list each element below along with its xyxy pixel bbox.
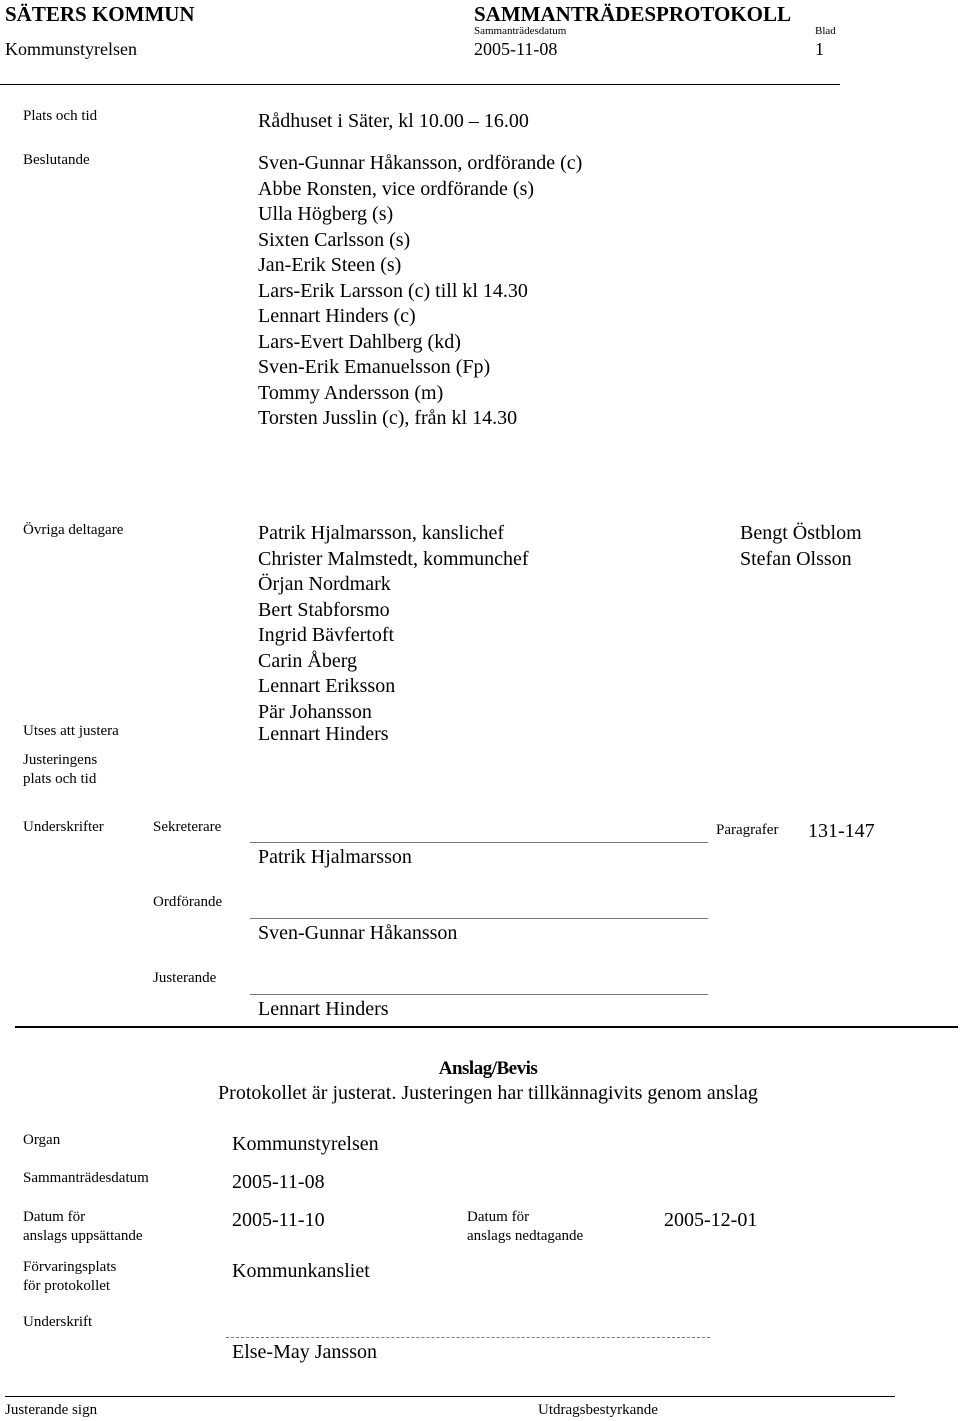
secretary-signature-line — [250, 842, 708, 843]
place-value: Rådhuset i Säter, kl 10.00 – 16.00 — [258, 110, 529, 132]
deciding-member: Sven-Erik Emanuelsson (Fp) — [258, 356, 491, 378]
header-rule — [0, 84, 840, 85]
other-participant: Bert Stabforsmo — [258, 598, 390, 621]
removed-label-2: anslags nedtagande — [467, 1228, 584, 1244]
adjuster-value: Lennart Hinders — [258, 723, 389, 745]
adjuster-sign-label: Justerande — [153, 970, 217, 986]
adjuster-label: Utses att justera — [23, 723, 119, 739]
footer-adjuster-sign: Justerande sign — [5, 1402, 98, 1418]
other-participant: Bengt Östblom — [740, 522, 862, 544]
adjust-place-label-1: Justeringens — [23, 752, 98, 768]
removed-label-1: Datum för — [467, 1209, 530, 1225]
chair-signature-line — [250, 918, 708, 919]
paragraphs-label: Paragrafer — [716, 822, 779, 838]
footer-certification: Utdragsbestyrkande — [538, 1402, 658, 1418]
other-participant: Ingrid Bävfertoft — [258, 624, 395, 646]
storage-value: Kommunkansliet — [232, 1260, 370, 1282]
date-label: Sammanträdesdatum — [474, 25, 567, 37]
deciding-member: Tommy Andersson (m) — [258, 381, 444, 404]
posted-date: 2005-11-10 — [232, 1209, 325, 1231]
organ-label: Organ — [23, 1132, 61, 1148]
deciding-list — [258, 151, 582, 432]
deciding-member: Sven-Gunnar Håkansson, ordförande (c) — [258, 152, 583, 174]
posted-label-2: anslags uppsättande — [23, 1228, 143, 1244]
signatures-label: Underskrifter — [23, 819, 104, 835]
municipality-name: SÄTERS KOMMUN — [5, 2, 195, 26]
storage-label-2: för protokollet — [23, 1278, 111, 1294]
other-participant: Lennart Eriksson — [258, 675, 396, 697]
adjuster-signature-line — [250, 994, 708, 995]
adjuster-sign-name: Lennart Hinders — [258, 998, 389, 1020]
notice-signer: Else-May Jansson — [232, 1341, 377, 1363]
notice-signature-label: Underskrift — [23, 1314, 93, 1330]
other-participant: Carin Åberg — [258, 649, 358, 672]
document-type: SAMMANTRÄDESPROTOKOLL — [474, 2, 791, 26]
other-participant: Pär Johansson — [258, 700, 372, 723]
other-participant: Örjan Nordmark — [258, 573, 391, 595]
others-list — [258, 521, 529, 725]
notice-signature-line — [226, 1337, 710, 1338]
posted-label-1: Datum för — [23, 1209, 86, 1225]
place-label: Plats och tid — [23, 108, 98, 124]
notice-text: Protokollet är justerat. Justeringen har tillkännagivits genom anslag — [218, 1082, 758, 1104]
organ-value: Kommunstyrelsen — [232, 1133, 379, 1155]
meeting-date: 2005-11-08 — [474, 39, 558, 59]
paragraphs-value: 131-147 — [808, 820, 875, 842]
other-participant: Christer Malmstedt, kommunchef — [258, 547, 529, 570]
page-label: Blad — [815, 25, 836, 37]
deciding-member: Lennart Hinders (c) — [258, 305, 416, 327]
secretary-label: Sekreterare — [153, 819, 222, 835]
chair-name: Sven-Gunnar Håkansson — [258, 922, 458, 944]
other-participant: Patrik Hjalmarsson, kanslichef — [258, 522, 505, 544]
adjust-place-label-2: plats och tid — [23, 771, 97, 787]
removed-date: 2005-12-01 — [664, 1209, 758, 1231]
storage-label-1: Förvaringsplats — [23, 1259, 117, 1275]
deciding-label: Beslutande — [23, 152, 90, 168]
others-label: Övriga deltagare — [23, 522, 124, 538]
committee-name: Kommunstyrelsen — [5, 39, 137, 59]
notice-title: Anslag/Bevis — [438, 1058, 538, 1079]
footer-rule — [5, 1396, 895, 1397]
other-participant: Stefan Olsson — [740, 547, 852, 570]
deciding-member: Sixten Carlsson (s) — [258, 228, 411, 251]
deciding-member: Torsten Jusslin (c), från kl 14.30 — [258, 407, 518, 429]
notice-divider — [15, 1026, 958, 1028]
deciding-member: Lars-Evert Dahlberg (kd) — [258, 330, 461, 353]
deciding-member: Ulla Högberg (s) — [258, 203, 394, 225]
secretary-name: Patrik Hjalmarsson — [258, 846, 412, 868]
notice-meeting-date: 2005-11-08 — [232, 1171, 325, 1193]
chair-label: Ordförande — [153, 894, 223, 910]
others-list-right — [740, 521, 862, 572]
page-number: 1 — [815, 39, 824, 59]
deciding-member: Abbe Ronsten, vice ordförande (s) — [258, 177, 535, 200]
deciding-member: Jan-Erik Steen (s) — [258, 254, 402, 276]
deciding-member: Lars-Erik Larsson (c) till kl 14.30 — [258, 279, 528, 302]
notice-meeting-date-label: Sammanträdesdatum — [23, 1170, 149, 1186]
